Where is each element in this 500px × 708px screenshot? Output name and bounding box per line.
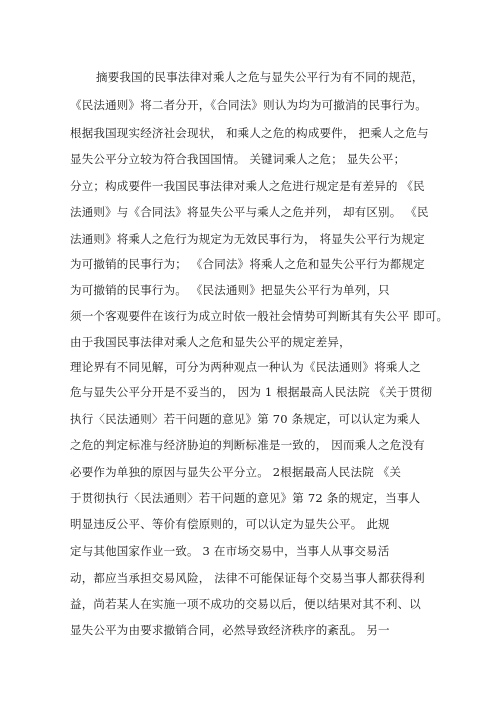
text-line-15: 之危的判定标准与经济胁迫的判断标准是一致的， 因而乘人之危没有 — [70, 438, 425, 452]
text-line-20: 动，都应当承担交易风险， 法律不可能保证每个交易当事人都获得利 — [70, 571, 425, 585]
text-line-16: 必要作为单独的原因与显失公平分立。 2根据最高人民法院 《关 — [70, 465, 402, 479]
text-line-14: 执行〈民法通则〉若干问题的意见》第 70 条规定，可以认定为乘人 — [70, 412, 421, 426]
text-line-11: 由于我国民事法律对乘人之危和显失公平的规定差异， — [70, 335, 351, 349]
text-line-22: 显失公平为由要求撤销合同，必然导致经济秩序的紊乱。 另一 — [70, 623, 390, 637]
text-line-1: 摘要我国的民事法律对乘人之危与显失公平行为有不同的规范， — [96, 70, 424, 84]
text-line-19: 定与其他国家作业一致。 3 在市场交易中，当事人从事交易活 — [70, 544, 390, 558]
text-line-4: 显失公平分立较为符合我国国情。 关键词乘人之危； 显失公平； — [70, 152, 406, 166]
text-line-8: 为可撤销的民事行为； 《合同法》将乘人之危和显失公平行为都规定 — [70, 257, 425, 271]
text-line-13: 危与显失公平分开是不妥当的， 因为 1 根据最高人民法院 《关于贯彻 — [70, 385, 433, 399]
text-line-6: 法通则》与《合同法》将显失公平与乘人之危并列， 却有区别。 《民 — [70, 205, 429, 219]
text-line-10: 须一个客观要件在该行为成立时依一般社会情势可判断其有失公平 即可。 — [70, 309, 449, 323]
text-line-17: 于贯彻执行〈民法通则〉若干问题的意见》第 72 条的规定，当事人 — [70, 491, 421, 505]
text-line-2: 《民法通则》将二者分开，《合同法》则认为均为可撤消的民事行为。 — [70, 98, 427, 112]
text-line-21: 益，尚若某人在实施一项不成功的交易以后，便以结果对其不利、以 — [70, 597, 421, 611]
text-line-18: 明显违反公平、等价有偿原则的，可以认定为显失公平。 此规 — [70, 517, 390, 531]
text-line-7: 法通则》将乘人之危行为规定为无效民事行为， 将显失公平行为规定 — [70, 232, 425, 246]
text-line-3: 根据我国现实经济社会现状， 和乘人之危的构成要件， 把乘人之危与 — [70, 126, 429, 140]
text-line-12: 理论界有不同见解，可分为两种观点一种认为《民法通则》将乘人之 — [70, 360, 421, 374]
text-line-5: 分立；构成要件一我国民事法律对乘人之危进行规定是有差异的 《民 — [70, 179, 425, 193]
text-line-9: 为可撤销的民事行为。 《民法通则》把显失公平行为单列，只 — [70, 283, 390, 297]
